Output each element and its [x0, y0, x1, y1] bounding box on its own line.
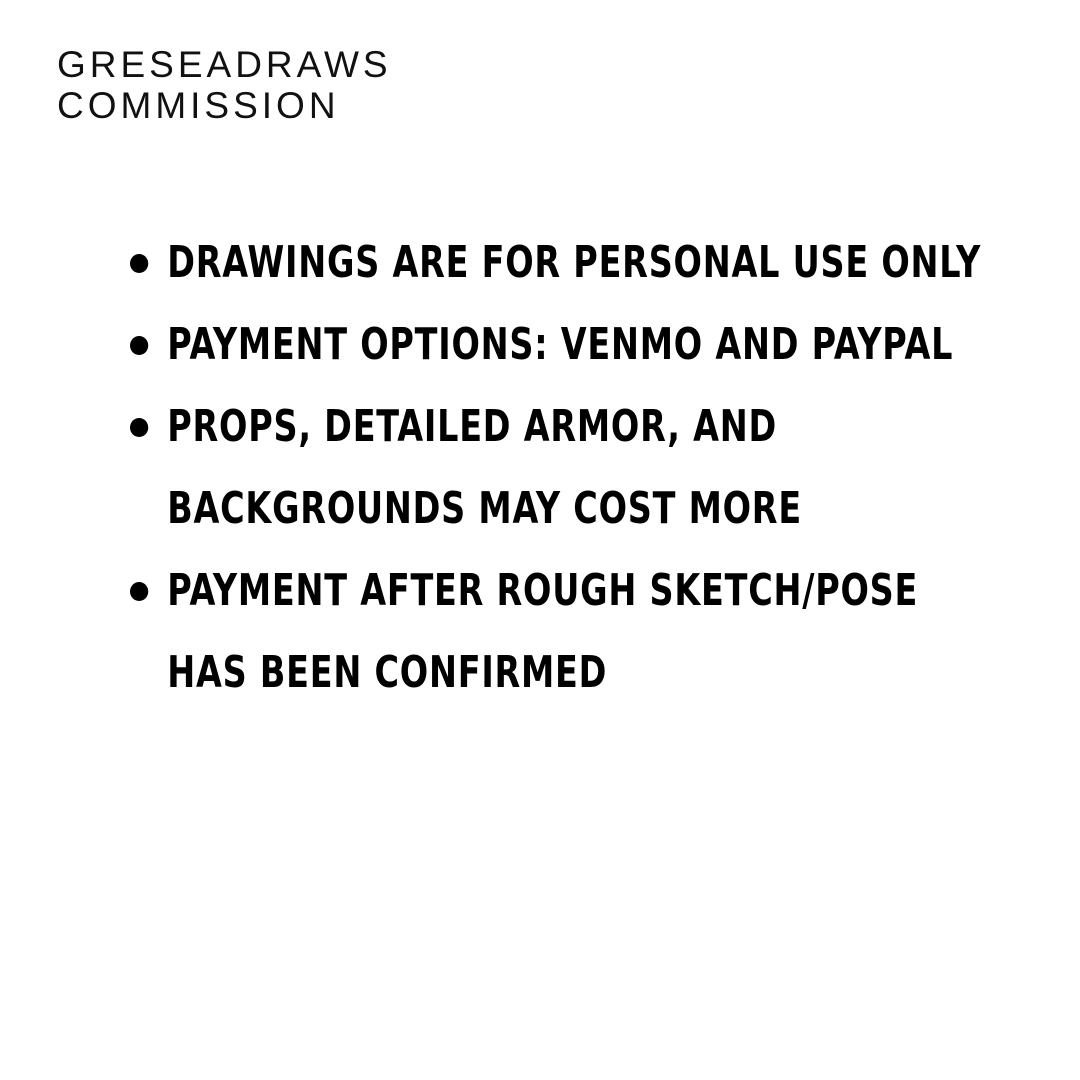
bullet-icon: [130, 254, 148, 273]
rule-item: [130, 304, 1003, 386]
rule-text: PAYMENT AFTER ROUGH SKETCH/POSE HAS BEEN CONFIRMED: [167, 565, 919, 698]
rule-text: DRAWINGS ARE FOR PERSONAL USE ONLY: [167, 237, 982, 288]
bullet-icon: [130, 418, 148, 437]
brand-header: [57, 44, 392, 126]
rule-item: [130, 550, 1003, 714]
rule-text: PROPS, DETAILED ARMOR, AND BACKGROUNDS MAY COST MORE: [167, 401, 802, 534]
rule-item: [130, 222, 1003, 304]
commission-rules-list: [130, 222, 1010, 714]
rule-text: PAYMENT OPTIONS: VENMO AND PAYPAL: [167, 319, 954, 370]
rule-item: [130, 386, 1003, 550]
brand-name: GRESEADRAWS: [57, 44, 392, 85]
brand-subtitle: COMMISSION: [57, 85, 340, 126]
bullet-icon: [130, 582, 148, 601]
bullet-icon: [130, 336, 148, 355]
